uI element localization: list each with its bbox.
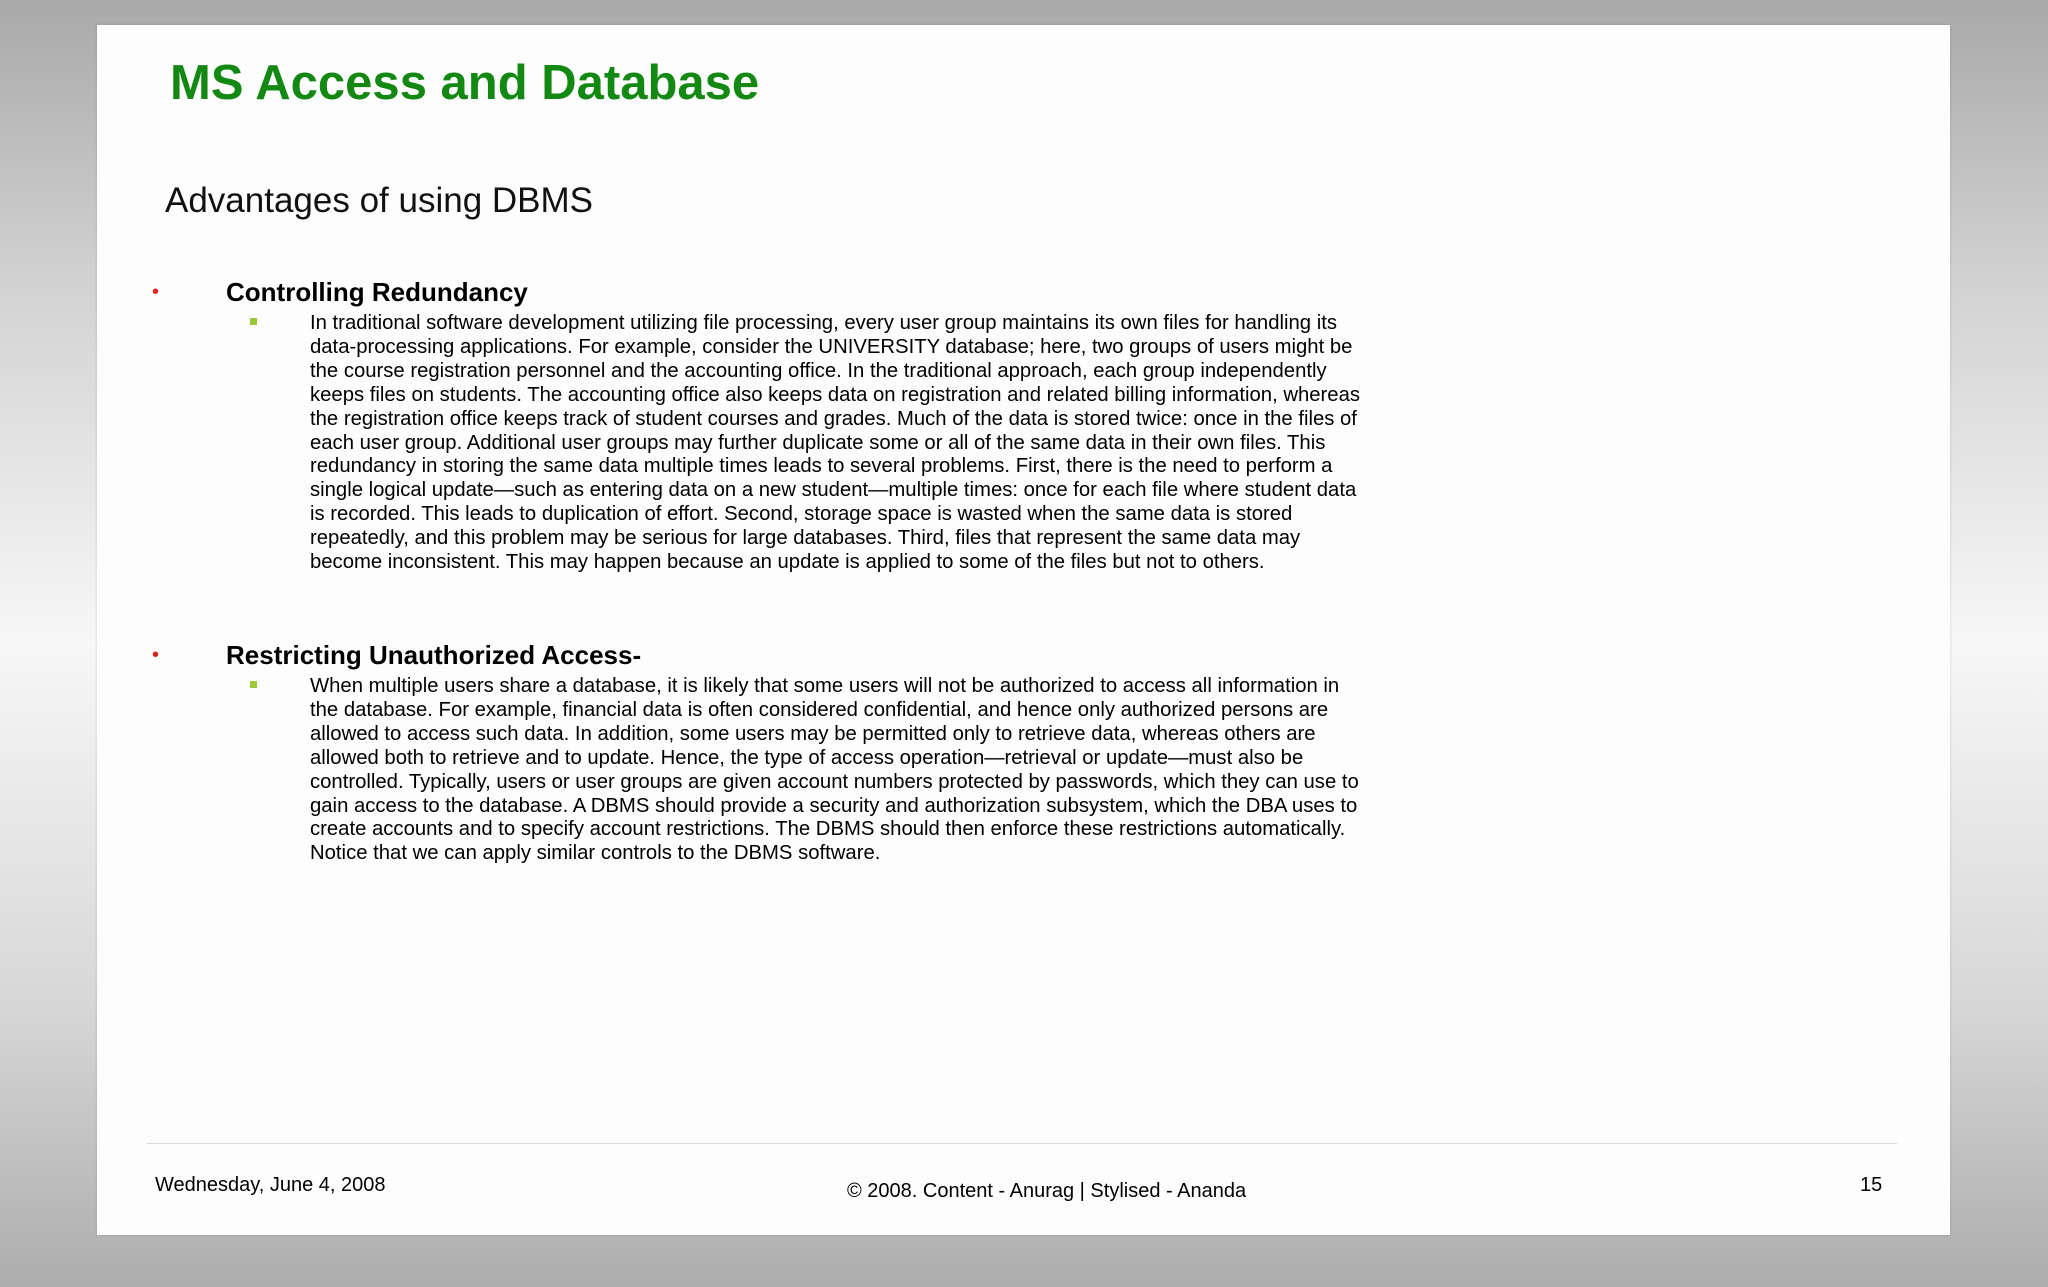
red-bullet-icon: • — [152, 644, 160, 666]
section-body-text: In traditional software development utilizing file processing, every user group maintains its own files for handling its data-processing applications. For example, consider the UNIVERSITY database; here, two groups of users might be the course registration personnel and the accounting office. In the traditional approach, each group independently keeps files on students. The accounting office also keeps data on registration and related billing information, whereas the registration office keeps track of student courses and grades. Much of the data is stored twice: once in the files of each user group. Additional user groups may further duplicate some or all of the same data in their own files. This redundancy in storing the same data multiple times leads to several problems. First, there is the need to perform a single logical update—such as entering data on a new student—multiple times: once for each file where student data is recorded. This leads to duplication of effort. Second, storage space is wasted when the same data is stored repeatedly, and this problem may be serious for large databases. Third, files that represent the same data may become inconsistent. This may happen because an update is applied to some of the files but not to others. — [310, 312, 1361, 574]
red-bullet-icon: • — [152, 281, 160, 303]
footer-copyright: © 2008. Content - Anurag | Stylised - Ananda — [847, 1180, 1247, 1202]
slide-title: MS Access and Database — [170, 56, 760, 110]
slide-subtitle: Advantages of using DBMS — [165, 181, 594, 220]
slide — [97, 25, 1950, 1235]
green-square-bullet-icon — [250, 318, 257, 325]
footer-divider — [147, 1143, 1897, 1144]
section-heading: Restricting Unauthorized Access- — [226, 640, 642, 670]
green-square-bullet-icon — [250, 681, 257, 688]
section-heading: Controlling Redundancy — [226, 277, 528, 307]
footer-date: Wednesday, June 4, 2008 — [155, 1174, 386, 1196]
section-body-text: When multiple users share a database, it is likely that some users will not be authorized to access all information in the database. For example, financial data is often considered confidential, and hence only authorized persons are allowed to access such data. In addition, some users may be permitted only to retrieve data, whereas others are allowed both to retrieve and to update. Hence, the type of access operation—retrieval or update—must also be controlled. Typically, users or user groups are given account numbers protected by passwords, which they can use to gain access to the database. A DBMS should provide a security and authorization subsystem, which the DBA uses to create accounts and to specify account restrictions. The DBMS should then enforce these restrictions automatically. Notice that we can apply similar controls to the DBMS software. — [310, 675, 1359, 865]
footer-page-number: 15 — [1860, 1174, 1883, 1196]
